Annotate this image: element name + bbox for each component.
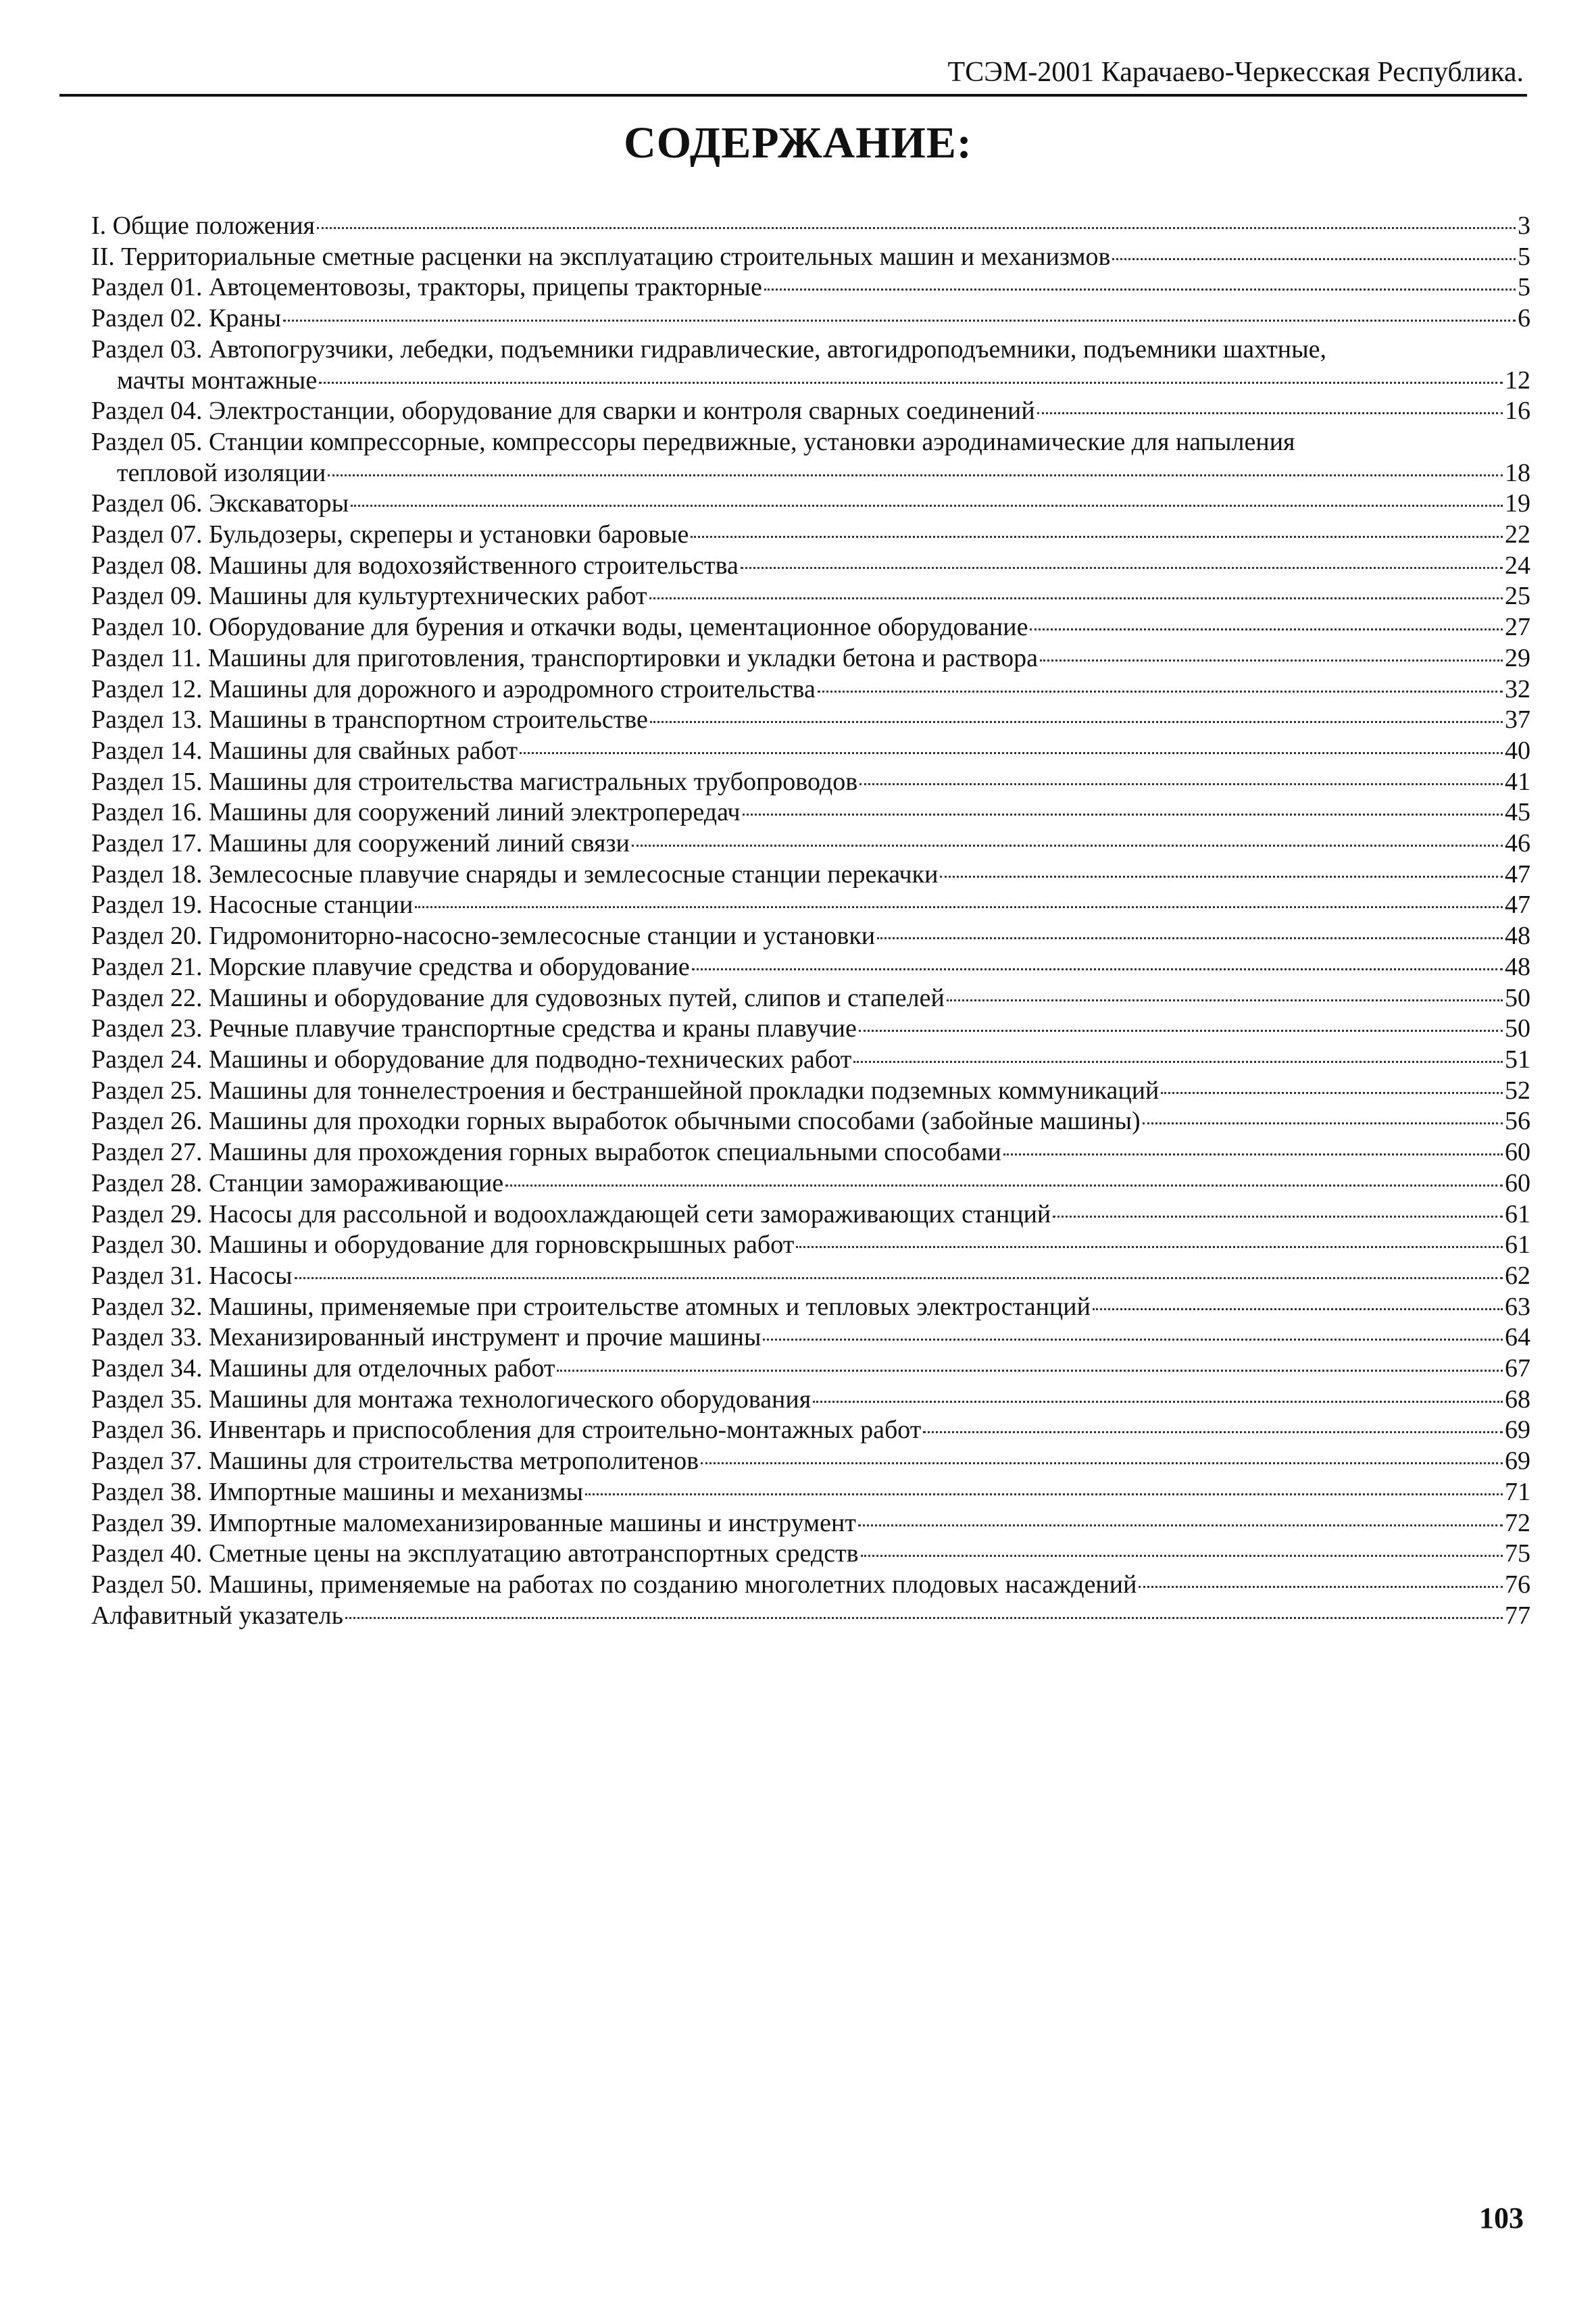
dot-leader <box>1037 412 1503 414</box>
toc-entry[interactable] <box>91 427 1530 489</box>
toc-entry[interactable] <box>91 705 1530 736</box>
toc-entry[interactable] <box>91 952 1530 983</box>
toc-entry-label: Раздел 25. Машины для тоннелестроения и бестраншейной прокладки подземных коммуникаций <box>91 1076 1159 1105</box>
dot-leader <box>632 845 1503 847</box>
toc-entry-page: 3 <box>1518 211 1530 240</box>
toc-entry-label: Раздел 24. Машины и оборудование для подводно-технических работ <box>91 1045 852 1074</box>
toc-entry-page: 19 <box>1505 489 1530 518</box>
toc-entry-label: Раздел 04. Электростанции, оборудование для сварки и контроля сварных соединений <box>91 397 1035 426</box>
toc-entry[interactable] <box>91 1230 1530 1261</box>
toc-entry-label: Раздел 02. Краны <box>91 304 282 333</box>
toc-entry-page: 22 <box>1505 520 1530 549</box>
toc-entry-page: 48 <box>1505 922 1530 951</box>
toc-entry-page: 63 <box>1505 1292 1530 1321</box>
toc-entry-continuation: тепловой изоляции <box>117 458 326 487</box>
toc-entry-page: 60 <box>1505 1138 1530 1167</box>
toc-entry-page: 5 <box>1518 273 1530 302</box>
toc-entry-page: 25 <box>1505 582 1530 611</box>
toc-entry-page: 72 <box>1505 1508 1530 1537</box>
toc-entry-label: Раздел 05. Станции компрессорные, компрессоры передвижные, установки аэродинамические для напыления <box>91 427 1295 456</box>
toc-entry-page: 45 <box>1505 798 1530 827</box>
toc-entry[interactable] <box>91 1322 1530 1353</box>
toc-entry-page: 51 <box>1505 1045 1530 1074</box>
dot-leader <box>763 1339 1503 1341</box>
dot-leader <box>692 968 1503 970</box>
toc-entry-label: Раздел 32. Машины, применяемые при строительстве атомных и тепловых электростанций <box>91 1292 1091 1321</box>
dot-leader <box>940 876 1503 878</box>
toc-entry-page: 47 <box>1505 891 1530 920</box>
toc-entry-page: 40 <box>1505 736 1530 765</box>
toc-entry-label: Раздел 40. Сметные цены на эксплуатацию автотранспортных средств <box>91 1539 859 1568</box>
toc-entry-label: Алфавитный указатель <box>91 1601 343 1630</box>
dot-leader <box>1030 628 1503 630</box>
toc-entry[interactable] <box>91 612 1530 643</box>
toc-entry-label: Раздел 29. Насосы для рассольной и водоохлаждающей сети замораживающих станций <box>91 1199 1051 1228</box>
toc-entry-label: Раздел 15. Машины для строительства магистральных трубопроводов <box>91 767 858 796</box>
toc-entry-label: Раздел 21. Морские плавучие средства и оборудование <box>91 952 690 981</box>
toc-entry-page: 41 <box>1505 767 1530 796</box>
toc-entry[interactable] <box>91 1385 1530 1416</box>
toc-entry-label: Раздел 18. Землесосные плавучие снаряды и землесосные станции перекачки <box>91 860 939 889</box>
toc-entry[interactable] <box>91 272 1530 303</box>
toc-entry[interactable] <box>91 1076 1530 1107</box>
toc-entry[interactable] <box>91 736 1530 767</box>
toc-entry[interactable] <box>91 489 1530 520</box>
toc-entry-label: Раздел 16. Машины для сооружений линий электропередач <box>91 798 741 827</box>
toc-entry-label: Раздел 10. Оборудование для бурения и откачки воды, цементационное оборудование <box>91 613 1028 642</box>
toc-entry[interactable] <box>91 1292 1530 1323</box>
toc-entry-label: Раздел 01. Автоцементовозы, тракторы, прицепы тракторные <box>91 273 762 302</box>
toc-entry[interactable] <box>91 983 1530 1014</box>
toc-entry[interactable] <box>91 674 1530 705</box>
dot-leader <box>861 1555 1503 1557</box>
toc-entry-page: 5 <box>1518 242 1530 271</box>
toc-entry-page: 76 <box>1505 1570 1530 1599</box>
toc-entry-label: Раздел 14. Машины для свайных работ <box>91 736 518 765</box>
dot-leader <box>520 752 1503 754</box>
toc-entry-page: 29 <box>1505 643 1530 672</box>
toc-entry-page: 62 <box>1505 1261 1530 1290</box>
dot-leader <box>295 1277 1503 1279</box>
dot-leader <box>1161 1092 1503 1094</box>
dot-leader <box>317 227 1516 229</box>
toc-entry-page: 6 <box>1518 304 1530 333</box>
toc-entry-label: Раздел 22. Машины и оборудование для судовозных путей, слипов и стапелей <box>91 983 945 1012</box>
toc-entry[interactable] <box>91 890 1530 921</box>
dot-leader <box>328 474 1503 476</box>
toc-entry-label: Раздел 28. Станции замораживающие <box>91 1168 504 1197</box>
toc-entry[interactable] <box>91 1137 1530 1168</box>
dot-leader <box>1139 1586 1503 1588</box>
header-rule <box>59 94 1527 97</box>
toc-entry-label: Раздел 09. Машины для культуртехнических работ <box>91 582 647 611</box>
toc-entry[interactable] <box>91 303 1530 334</box>
toc-entry-page: 46 <box>1505 829 1530 858</box>
dot-leader <box>585 1493 1503 1495</box>
toc-entry[interactable] <box>91 581 1530 612</box>
toc-entry-page: 69 <box>1505 1447 1530 1476</box>
toc-entry[interactable] <box>91 1477 1530 1508</box>
dot-leader <box>557 1370 1503 1372</box>
toc-entry-page: 24 <box>1505 551 1530 580</box>
dot-leader <box>283 320 1516 322</box>
toc-entry-label: Раздел 23. Речные плавучие транспортные средства и краны плавучие <box>91 1014 857 1043</box>
page-title: СОДЕРЖАНИЕ: <box>624 118 972 168</box>
toc-entry[interactable] <box>91 1353 1530 1385</box>
dot-leader <box>741 567 1503 569</box>
toc-entry-label: Раздел 34. Машины для отделочных работ <box>91 1354 555 1383</box>
toc-entry[interactable] <box>91 860 1530 891</box>
toc-entry[interactable] <box>91 643 1530 674</box>
toc-entry[interactable] <box>91 828 1530 860</box>
toc-entry-label: Раздел 37. Машины для строительства метрополитенов <box>91 1447 699 1476</box>
toc-entry-label: Раздел 26. Машины для проходки горных выработок обычными способами (забойные машины) <box>91 1107 1141 1136</box>
dot-leader <box>818 691 1503 693</box>
toc-entry[interactable] <box>91 1570 1530 1601</box>
toc-entry-label: I. Общие положения <box>91 211 316 240</box>
toc-entry-page: 60 <box>1505 1168 1530 1197</box>
toc-entry[interactable] <box>91 1199 1530 1230</box>
toc-entry[interactable] <box>91 1539 1530 1570</box>
toc-entry[interactable] <box>91 1168 1530 1199</box>
toc-entry-label: Раздел 03. Автопогрузчики, лебедки, подъемники гидравлические, автогидроподъемники, подъемники шахтные, <box>91 334 1326 364</box>
toc-entry-continuation: мачты монтажные <box>117 366 318 395</box>
toc-entry-page: 16 <box>1505 397 1530 426</box>
dot-leader <box>858 1524 1503 1526</box>
dot-leader <box>859 783 1503 785</box>
toc-entry-page: 61 <box>1505 1230 1530 1260</box>
toc-entry[interactable] <box>91 921 1530 952</box>
toc-entry-page: 69 <box>1505 1416 1530 1445</box>
toc-entry-label: Раздел 08. Машины для водохозяйственного строительства <box>91 551 739 580</box>
toc-entry-page: 56 <box>1505 1107 1530 1136</box>
toc-entry[interactable] <box>91 1508 1530 1539</box>
toc-entry-page: 75 <box>1505 1539 1530 1568</box>
toc-entry[interactable] <box>91 1045 1530 1076</box>
toc-entry-label: Раздел 13. Машины в транспортном строительстве <box>91 705 648 735</box>
dot-leader <box>1143 1122 1503 1124</box>
toc-entry-page: 67 <box>1505 1354 1530 1383</box>
dot-leader <box>1040 659 1503 662</box>
toc-entry-label: Раздел 31. Насосы <box>91 1261 293 1290</box>
toc-entry-label: Раздел 20. Гидромониторно-насосно-землесосные станции и установки <box>91 922 876 951</box>
toc-entry-label: Раздел 50. Машины, применяемые на работах по созданию многолетних плодовых насаждений <box>91 1570 1137 1599</box>
toc-entry-label: Раздел 11. Машины для приготовления, транспортировки и укладки бетона и раствора <box>91 643 1038 672</box>
dot-leader <box>345 1617 1503 1619</box>
toc-entry-label: Раздел 27. Машины для прохождения горных выработок специальными способами <box>91 1138 1001 1167</box>
toc-entry-page: 77 <box>1505 1601 1530 1630</box>
table-of-contents <box>91 211 1530 1631</box>
dot-leader <box>1003 1153 1503 1155</box>
toc-entry-label: Раздел 33. Механизированный инструмент и прочие машины <box>91 1323 762 1352</box>
toc-entry[interactable] <box>91 551 1530 582</box>
toc-entry-page: 27 <box>1505 613 1530 642</box>
dot-leader <box>691 536 1503 538</box>
toc-entry-label: Раздел 17. Машины для сооружений линий связи <box>91 829 630 858</box>
dot-leader <box>947 999 1503 1001</box>
dot-leader <box>1112 258 1516 260</box>
toc-entry-label: Раздел 07. Бульдозеры, скреперы и установки баровые <box>91 520 689 549</box>
dot-leader <box>743 814 1503 816</box>
toc-entry[interactable] <box>91 396 1530 427</box>
toc-entry-page: 50 <box>1505 983 1530 1012</box>
dot-leader <box>923 1431 1503 1433</box>
dot-leader <box>415 906 1503 908</box>
dot-leader <box>796 1246 1503 1248</box>
toc-entry-label: Раздел 19. Насосные станции <box>91 891 414 920</box>
toc-entry[interactable] <box>91 1446 1530 1477</box>
dot-leader <box>877 937 1503 939</box>
toc-entry-label: Раздел 36. Инвентарь и приспособления для строительно-монтажных работ <box>91 1416 922 1445</box>
toc-entry-label: II. Территориальные сметные расценки на эксплуатацию строительных машин и механизмов <box>91 242 1111 271</box>
page-number: 103 <box>1479 2201 1524 2235</box>
toc-entry-label: Раздел 38. Импортные машины и механизмы <box>91 1477 584 1506</box>
toc-entry[interactable] <box>91 242 1530 273</box>
toc-entry-label: Раздел 06. Экскаваторы <box>91 489 349 518</box>
dot-leader <box>853 1061 1503 1063</box>
toc-entry-page: 32 <box>1505 674 1530 703</box>
toc-entry-page: 12 <box>1505 366 1530 395</box>
running-header: ТСЭМ-2001 Карачаево-Черкесская Республика. <box>947 57 1524 88</box>
toc-entry-page: 68 <box>1505 1385 1530 1414</box>
toc-entry-label: Раздел 39. Импортные маломеханизированные машины и инструмент <box>91 1508 856 1537</box>
dot-leader <box>1093 1308 1503 1310</box>
toc-entry[interactable] <box>91 1261 1530 1292</box>
dot-leader <box>351 505 1503 507</box>
dot-leader <box>813 1401 1503 1403</box>
toc-entry[interactable] <box>91 1601 1530 1632</box>
dot-leader <box>859 1030 1503 1032</box>
toc-entry-page: 50 <box>1505 1014 1530 1043</box>
toc-entry[interactable] <box>91 334 1530 396</box>
toc-entry-label: Раздел 12. Машины для дорожного и аэродромного строительства <box>91 674 816 703</box>
dot-leader <box>649 597 1503 599</box>
toc-entry-page: 64 <box>1505 1323 1530 1352</box>
toc-entry[interactable] <box>91 520 1530 551</box>
toc-entry-page: 52 <box>1505 1076 1530 1105</box>
toc-entry-page: 71 <box>1505 1477 1530 1506</box>
dot-leader <box>701 1462 1503 1464</box>
dot-leader <box>319 382 1503 384</box>
toc-entry-page: 61 <box>1505 1199 1530 1228</box>
toc-entry[interactable] <box>91 797 1530 828</box>
toc-entry[interactable] <box>91 1106 1530 1137</box>
toc-entry-page: 47 <box>1505 860 1530 889</box>
toc-entry-label: Раздел 35. Машины для монтажа технологического оборудования <box>91 1385 812 1414</box>
dot-leader <box>1053 1216 1503 1218</box>
dot-leader <box>505 1185 1503 1187</box>
toc-entry[interactable] <box>91 1014 1530 1045</box>
dot-leader <box>764 289 1516 291</box>
toc-entry-label: Раздел 30. Машины и оборудование для горновскрышных работ <box>91 1230 795 1260</box>
toc-entry-page: 37 <box>1505 705 1530 735</box>
dot-leader <box>650 721 1503 723</box>
toc-entry-page: 18 <box>1505 458 1530 487</box>
toc-entry[interactable] <box>91 211 1530 242</box>
toc-entry[interactable] <box>91 767 1530 798</box>
toc-entry[interactable] <box>91 1415 1530 1446</box>
toc-entry-page: 48 <box>1505 952 1530 981</box>
